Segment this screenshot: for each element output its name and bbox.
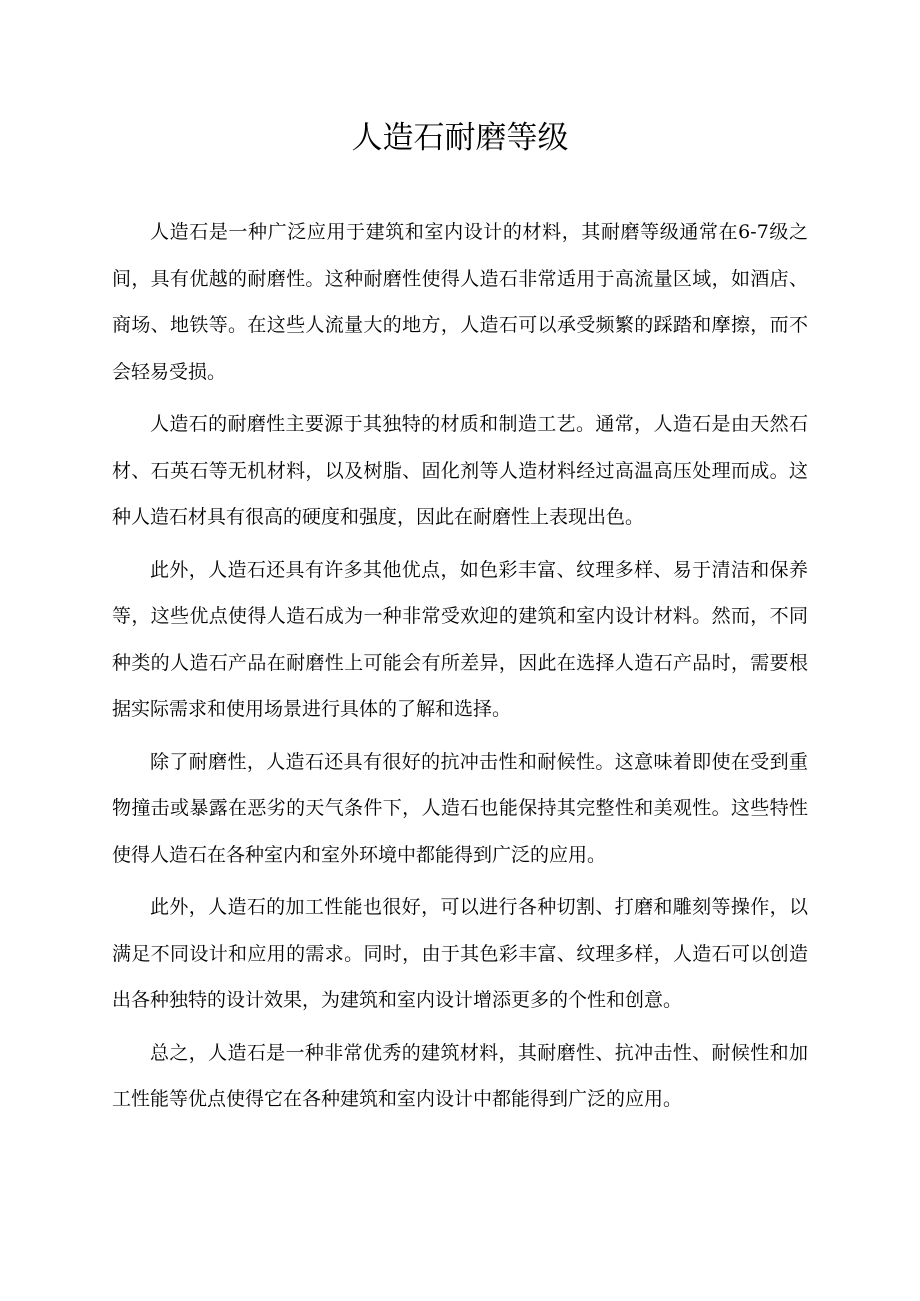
paragraph-6: 总之，人造石是一种非常优秀的建筑材料，其耐磨性、抗冲击性、耐候性和加工性能等优点使得它在各种建筑和室内设计中都能得到广泛的应用。 bbox=[112, 1041, 808, 1110]
paragraph-2: 人造石的耐磨性主要源于其独特的材质和制造工艺。通常，人造石是由天然石材、石英石等无机材料，以及树脂、固化剂等人造材料经过高温高压处理而成。这种人造石材具有很高的硬度和强度，因此在耐磨性上表现出色。 bbox=[112, 413, 808, 528]
paragraph-3: 此外，人造石还具有许多其他优点，如色彩丰富、纹理多样、易于清洁和保养等，这些优点使得人造石成为一种非常受欢迎的建筑和室内设计材料。然而，不同种类的人造石产品在耐磨性上可能会有所差异，因此在选择人造石产品时，需要根据实际需求和使用场景进行具体的了解和选择。 bbox=[112, 558, 808, 720]
page-title: 人造石耐磨等级 bbox=[351, 120, 569, 156]
paragraph-5: 此外，人造石的加工性能也很好，可以进行各种切割、打磨和雕刻等操作，以满足不同设计和应用的需求。同时，由于其色彩丰富、纹理多样，人造石可以创造出各种独特的设计效果，为建筑和室内设计增添更多的个性和创意。 bbox=[112, 896, 808, 1011]
paragraph-1: 人造石是一种广泛应用于建筑和室内设计的材料，其耐磨等级通常在6-7级之间，具有优越的耐磨性。这种耐磨性使得人造石非常适用于高流量区域，如酒店、商场、地铁等。在这些人流量大的地方，人造石可以承受频繁的踩踏和摩擦，而不会轻易受损。 bbox=[112, 221, 808, 383]
document-body bbox=[112, 209, 808, 1129]
paragraph-4: 除了耐磨性，人造石还具有很好的抗冲击性和耐候性。这意味着即使在受到重物撞击或暴露在恶劣的天气条件下，人造石也能保持其完整性和美观性。这些特性使得人造石在各种室内和室外环境中都能得到广泛的应用。 bbox=[112, 750, 808, 866]
